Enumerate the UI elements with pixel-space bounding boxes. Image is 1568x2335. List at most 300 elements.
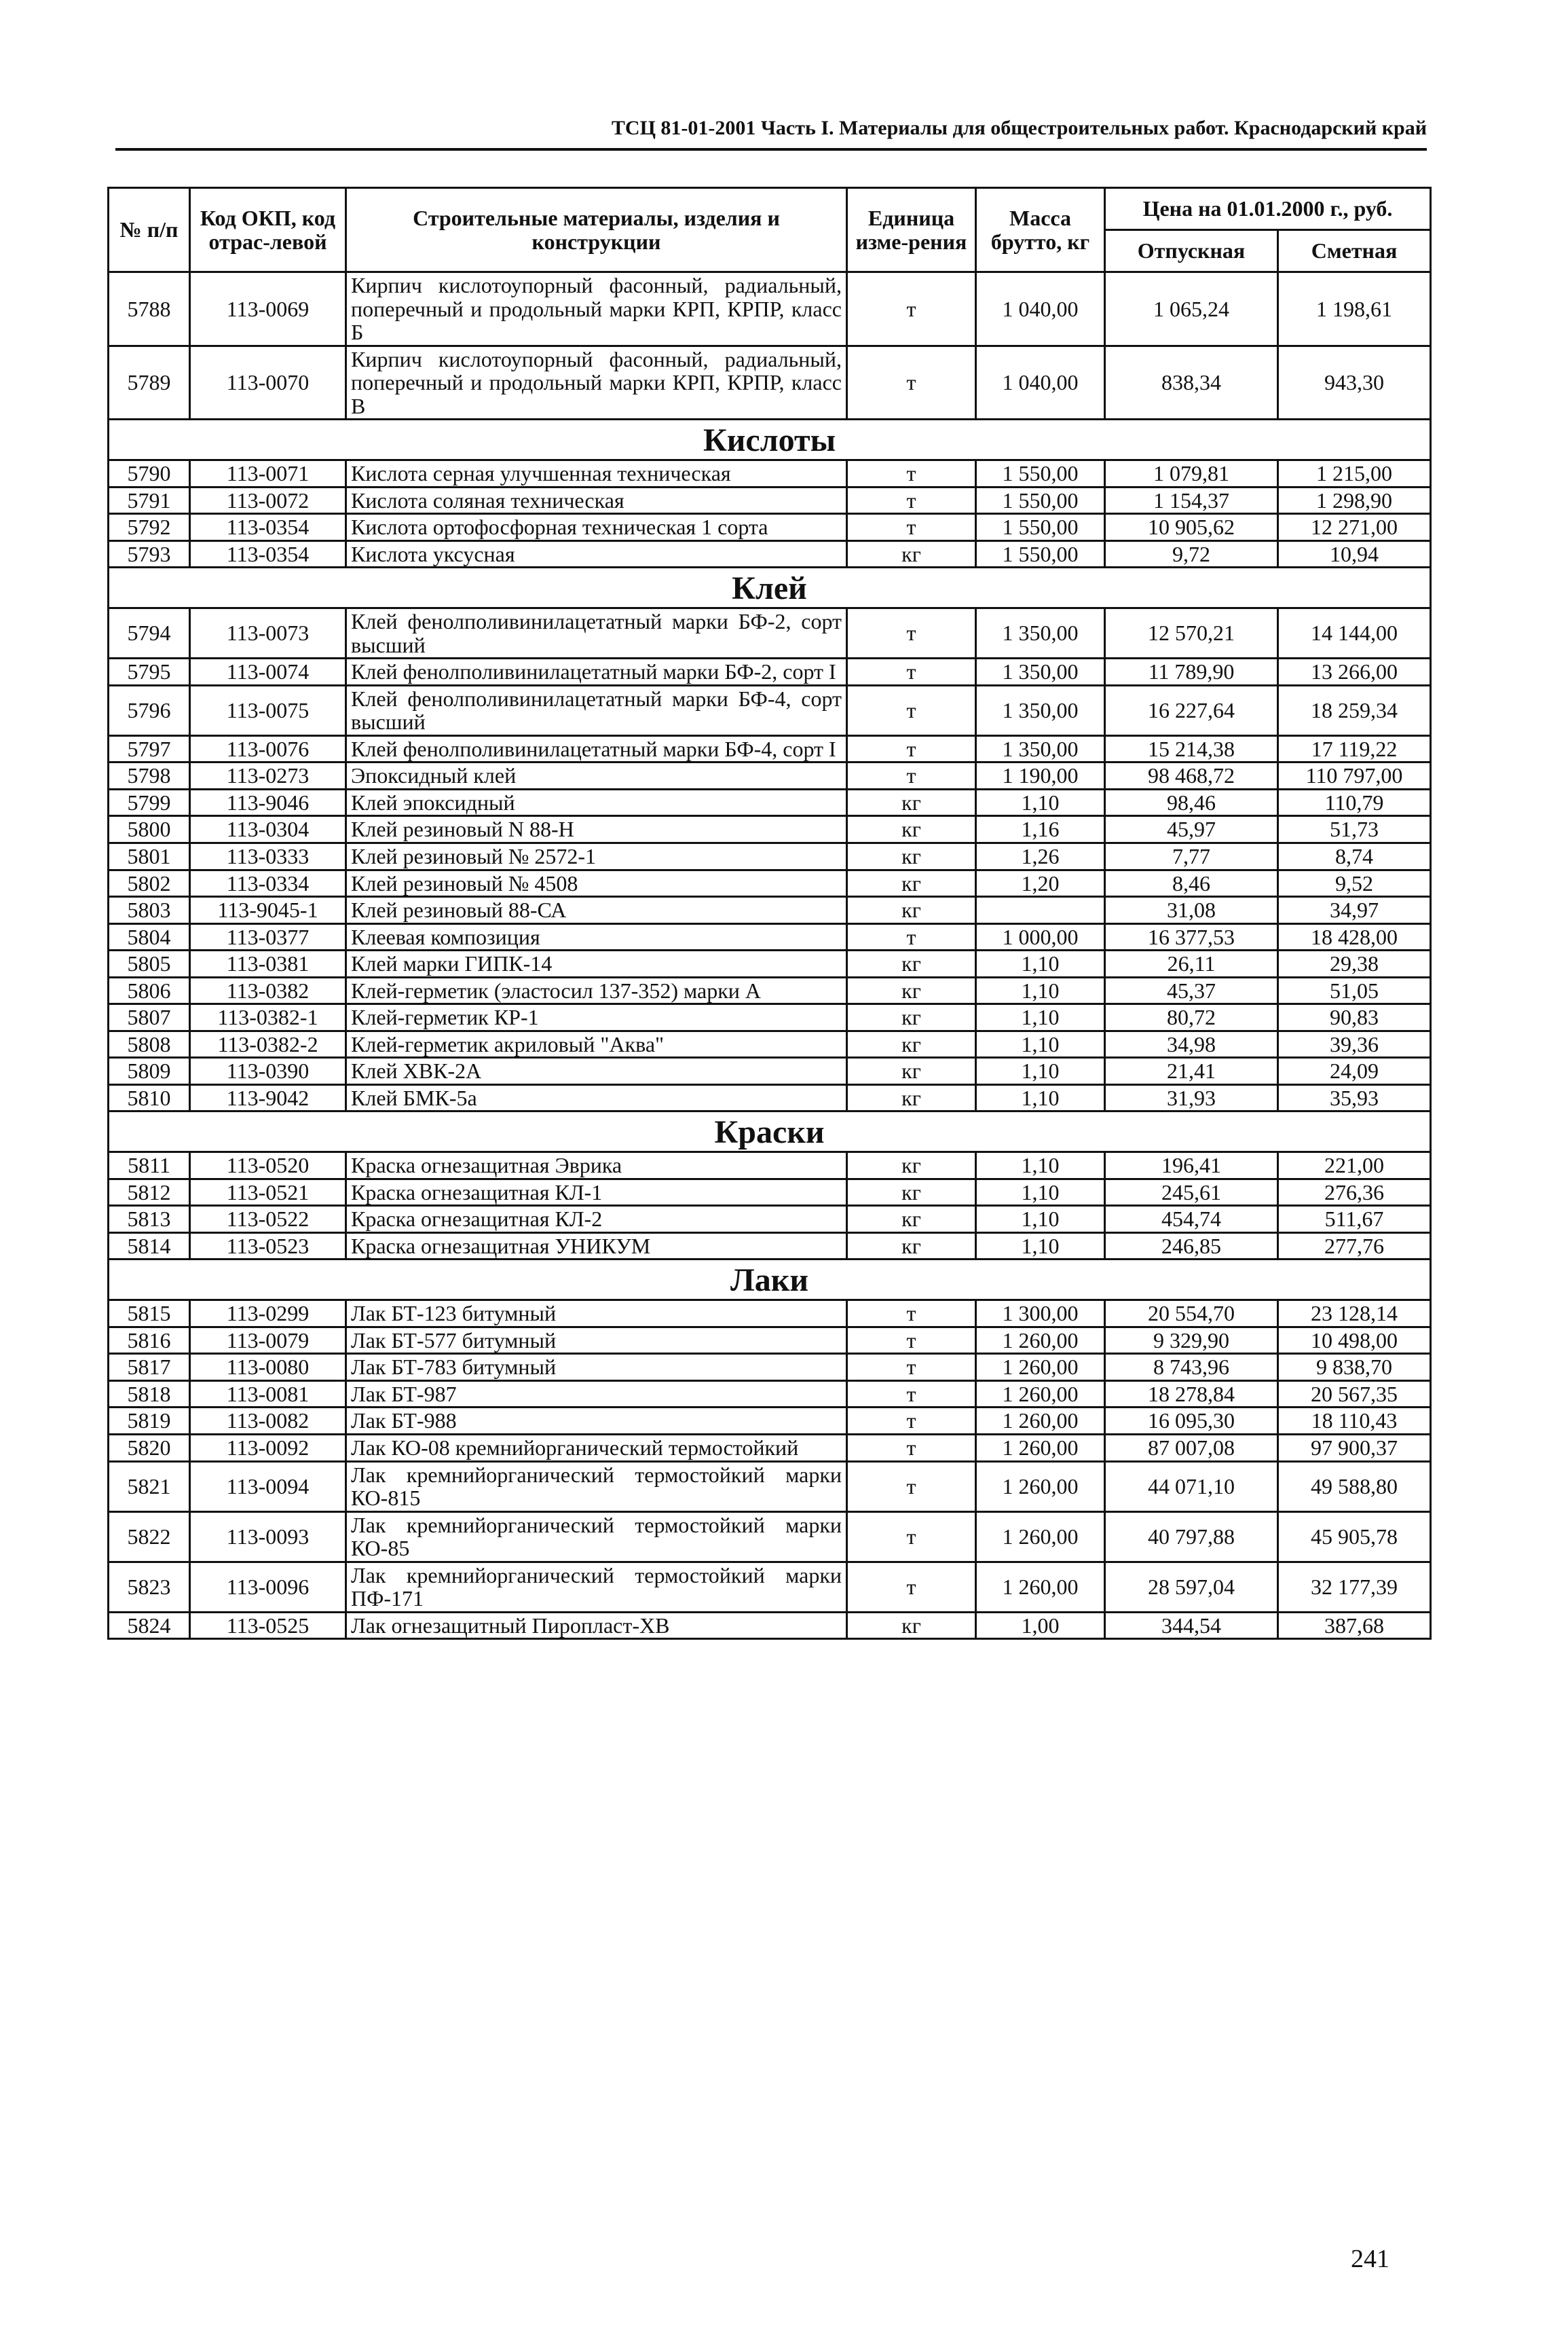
- table-row: [109, 1380, 1431, 1408]
- unit-of-measure: т: [847, 1300, 976, 1327]
- table-row: [109, 685, 1431, 735]
- row-number: 5798: [109, 762, 190, 790]
- release-price: 15 214,38: [1105, 735, 1278, 762]
- gross-mass: 1 260,00: [976, 1354, 1105, 1381]
- release-price: 45,97: [1105, 816, 1278, 843]
- table-row: [109, 1084, 1431, 1111]
- col-header-unit: Единица изме-рения: [847, 188, 976, 272]
- section-title: Краски: [109, 1111, 1431, 1152]
- material-name: Краска огнезащитная УНИКУМ: [346, 1232, 847, 1260]
- okp-code: 113-9042: [190, 1084, 346, 1111]
- estimate-price: 277,76: [1278, 1232, 1431, 1260]
- table-row: [109, 1612, 1431, 1639]
- release-price: 16 227,64: [1105, 685, 1278, 735]
- estimate-price: 10,94: [1278, 540, 1431, 568]
- estimate-price: 943,30: [1278, 346, 1431, 420]
- material-name: Лак БТ-123 битумный: [346, 1300, 847, 1327]
- row-number: 5812: [109, 1179, 190, 1206]
- row-number: 5796: [109, 685, 190, 735]
- table-row: [109, 789, 1431, 816]
- unit-of-measure: кг: [847, 1031, 976, 1058]
- unit-of-measure: кг: [847, 870, 976, 897]
- estimate-price: 110,79: [1278, 789, 1431, 816]
- table-row: [109, 514, 1431, 541]
- okp-code: 113-0092: [190, 1434, 346, 1461]
- table-row: [109, 1179, 1431, 1206]
- okp-code: 113-0522: [190, 1206, 346, 1233]
- unit-of-measure: т: [847, 1327, 976, 1354]
- unit-of-measure: т: [847, 1354, 976, 1381]
- okp-code: 113-0093: [190, 1511, 346, 1562]
- material-name: Клей БМК-5а: [346, 1084, 847, 1111]
- okp-code: 113-0094: [190, 1461, 346, 1511]
- estimate-price: 35,93: [1278, 1084, 1431, 1111]
- okp-code: 113-0073: [190, 608, 346, 659]
- material-name: Клеевая композиция: [346, 923, 847, 951]
- okp-code: 113-0334: [190, 870, 346, 897]
- release-price: 11 789,90: [1105, 659, 1278, 686]
- header-rule: [115, 148, 1427, 151]
- gross-mass: 1,10: [976, 1031, 1105, 1058]
- release-price: 45,37: [1105, 977, 1278, 1004]
- okp-code: 113-0354: [190, 540, 346, 568]
- table-body: [109, 272, 1431, 1639]
- material-name: Клей фенолполивинилацетатный марки БФ-4, сорт I: [346, 735, 847, 762]
- material-name: Кирпич кислотоупорный фасонный, радиальный, поперечный и продольный марки КРП, КРПР, класс Б: [346, 272, 847, 346]
- estimate-price: 32 177,39: [1278, 1562, 1431, 1612]
- release-price: 44 071,10: [1105, 1461, 1278, 1511]
- material-name: Лак БТ-988: [346, 1408, 847, 1435]
- okp-code: 113-0070: [190, 346, 346, 420]
- release-price: 10 905,62: [1105, 514, 1278, 541]
- okp-code: 113-0354: [190, 514, 346, 541]
- gross-mass: 1 260,00: [976, 1434, 1105, 1461]
- unit-of-measure: кг: [847, 1612, 976, 1639]
- unit-of-measure: кг: [847, 540, 976, 568]
- material-name: Кислота уксусная: [346, 540, 847, 568]
- material-name: Клей-герметик акриловый "Аква": [346, 1031, 847, 1058]
- row-number: 5801: [109, 843, 190, 870]
- section-row: [109, 1111, 1431, 1152]
- release-price: 9,72: [1105, 540, 1278, 568]
- table-row: [109, 816, 1431, 843]
- row-number: 5822: [109, 1511, 190, 1562]
- release-price: 1 079,81: [1105, 460, 1278, 488]
- col-header-price-estimate: Сметная: [1278, 230, 1431, 272]
- material-name: Клей-герметик КР-1: [346, 1004, 847, 1031]
- release-price: 245,61: [1105, 1179, 1278, 1206]
- unit-of-measure: кг: [847, 1084, 976, 1111]
- okp-code: 113-0523: [190, 1232, 346, 1260]
- estimate-price: 387,68: [1278, 1612, 1431, 1639]
- row-number: 5792: [109, 514, 190, 541]
- table-row: [109, 1354, 1431, 1381]
- material-name: Краска огнезащитная КЛ-1: [346, 1179, 847, 1206]
- table-row: [109, 1004, 1431, 1031]
- gross-mass: 1 190,00: [976, 762, 1105, 790]
- row-number: 5821: [109, 1461, 190, 1511]
- okp-code: 113-0382: [190, 977, 346, 1004]
- estimate-price: 9 838,70: [1278, 1354, 1431, 1381]
- material-name: Клей фенолполивинилацетатный марки БФ-4, сорт высший: [346, 685, 847, 735]
- release-price: 31,08: [1105, 897, 1278, 924]
- gross-mass: 1 550,00: [976, 514, 1105, 541]
- col-header-price-release: Отпускная: [1105, 230, 1278, 272]
- table-row: [109, 1232, 1431, 1260]
- release-price: 26,11: [1105, 951, 1278, 978]
- table-row: [109, 762, 1431, 790]
- gross-mass: 1 550,00: [976, 460, 1105, 488]
- gross-mass: 1 300,00: [976, 1300, 1105, 1327]
- table-row: [109, 1058, 1431, 1085]
- estimate-price: 1 215,00: [1278, 460, 1431, 488]
- estimate-price: 17 119,22: [1278, 735, 1431, 762]
- okp-code: 113-0299: [190, 1300, 346, 1327]
- estimate-price: 8,74: [1278, 843, 1431, 870]
- section-row: [109, 420, 1431, 460]
- okp-code: 113-0381: [190, 951, 346, 978]
- unit-of-measure: кг: [847, 897, 976, 924]
- table-header: [109, 188, 1431, 272]
- unit-of-measure: кг: [847, 789, 976, 816]
- estimate-price: 24,09: [1278, 1058, 1431, 1085]
- unit-of-measure: т: [847, 1408, 976, 1435]
- price-table: [107, 187, 1432, 1640]
- row-number: 5817: [109, 1354, 190, 1381]
- estimate-price: 45 905,78: [1278, 1511, 1431, 1562]
- gross-mass: 1 260,00: [976, 1461, 1105, 1511]
- okp-code: 113-0273: [190, 762, 346, 790]
- okp-code: 113-0075: [190, 685, 346, 735]
- col-header-name: Строительные материалы, изделия и конструкции: [346, 188, 847, 272]
- material-name: Кислота соляная техническая: [346, 487, 847, 514]
- material-name: Клей марки ГИПК-14: [346, 951, 847, 978]
- material-name: Лак БТ-987: [346, 1380, 847, 1408]
- unit-of-measure: т: [847, 460, 976, 488]
- release-price: 28 597,04: [1105, 1562, 1278, 1612]
- estimate-price: 97 900,37: [1278, 1434, 1431, 1461]
- release-price: 18 278,84: [1105, 1380, 1278, 1408]
- okp-code: 113-0382-1: [190, 1004, 346, 1031]
- release-price: 246,85: [1105, 1232, 1278, 1260]
- gross-mass: 1,10: [976, 977, 1105, 1004]
- release-price: 80,72: [1105, 1004, 1278, 1031]
- estimate-price: 20 567,35: [1278, 1380, 1431, 1408]
- row-number: 5813: [109, 1206, 190, 1233]
- material-name: Лак КО-08 кремнийорганический термостойкий: [346, 1434, 847, 1461]
- estimate-price: 14 144,00: [1278, 608, 1431, 659]
- okp-code: 113-0333: [190, 843, 346, 870]
- estimate-price: 49 588,80: [1278, 1461, 1431, 1511]
- unit-of-measure: т: [847, 487, 976, 514]
- row-number: 5794: [109, 608, 190, 659]
- table-row: [109, 1031, 1431, 1058]
- unit-of-measure: кг: [847, 1206, 976, 1233]
- section-row: [109, 1260, 1431, 1300]
- section-row: [109, 568, 1431, 608]
- estimate-price: 511,67: [1278, 1206, 1431, 1233]
- release-price: 34,98: [1105, 1031, 1278, 1058]
- material-name: Краска огнезащитная КЛ-2: [346, 1206, 847, 1233]
- release-price: 196,41: [1105, 1152, 1278, 1179]
- material-name: Кислота серная улучшенная техническая: [346, 460, 847, 488]
- gross-mass: 1,10: [976, 1004, 1105, 1031]
- estimate-price: 34,97: [1278, 897, 1431, 924]
- row-number: 5811: [109, 1152, 190, 1179]
- material-name: Эпоксидный клей: [346, 762, 847, 790]
- unit-of-measure: т: [847, 1562, 976, 1612]
- col-header-mass: Масса брутто, кг: [976, 188, 1105, 272]
- okp-code: 113-0080: [190, 1354, 346, 1381]
- gross-mass: 1,10: [976, 1152, 1105, 1179]
- table-row: [109, 923, 1431, 951]
- table-row: [109, 1511, 1431, 1562]
- table-row: [109, 897, 1431, 924]
- row-number: 5808: [109, 1031, 190, 1058]
- estimate-price: 18 110,43: [1278, 1408, 1431, 1435]
- material-name: Клей ХВК-2А: [346, 1058, 847, 1085]
- material-name: Кислота ортофосфорная техническая 1 сорта: [346, 514, 847, 541]
- release-price: 8,46: [1105, 870, 1278, 897]
- okp-code: 113-0074: [190, 659, 346, 686]
- material-name: Лак кремнийорганический термостойкий марки КО-815: [346, 1461, 847, 1511]
- table-row: [109, 608, 1431, 659]
- row-number: 5806: [109, 977, 190, 1004]
- unit-of-measure: т: [847, 346, 976, 420]
- gross-mass: 1 260,00: [976, 1511, 1105, 1562]
- table-row: [109, 1300, 1431, 1327]
- unit-of-measure: т: [847, 1461, 976, 1511]
- unit-of-measure: т: [847, 735, 976, 762]
- estimate-price: 12 271,00: [1278, 514, 1431, 541]
- gross-mass: 1,10: [976, 951, 1105, 978]
- gross-mass: 1 040,00: [976, 346, 1105, 420]
- section-title: Лаки: [109, 1260, 1431, 1300]
- row-number: 5810: [109, 1084, 190, 1111]
- okp-code: 113-0521: [190, 1179, 346, 1206]
- table-row: [109, 659, 1431, 686]
- row-number: 5791: [109, 487, 190, 514]
- gross-mass: 1 550,00: [976, 487, 1105, 514]
- release-price: 21,41: [1105, 1058, 1278, 1085]
- gross-mass: 1 260,00: [976, 1562, 1105, 1612]
- estimate-price: 51,05: [1278, 977, 1431, 1004]
- table-row: [109, 487, 1431, 514]
- okp-code: 113-0081: [190, 1380, 346, 1408]
- unit-of-measure: кг: [847, 977, 976, 1004]
- estimate-price: 18 259,34: [1278, 685, 1431, 735]
- gross-mass: 1 260,00: [976, 1327, 1105, 1354]
- okp-code: 113-0304: [190, 816, 346, 843]
- okp-code: 113-0377: [190, 923, 346, 951]
- okp-code: 113-0071: [190, 460, 346, 488]
- material-name: Клей-герметик (эластосил 137-352) марки А: [346, 977, 847, 1004]
- okp-code: 113-0069: [190, 272, 346, 346]
- gross-mass: 1 350,00: [976, 685, 1105, 735]
- table-row: [109, 951, 1431, 978]
- row-number: 5818: [109, 1380, 190, 1408]
- estimate-price: 110 797,00: [1278, 762, 1431, 790]
- release-price: 98,46: [1105, 789, 1278, 816]
- table-row: [109, 1327, 1431, 1354]
- release-price: 12 570,21: [1105, 608, 1278, 659]
- material-name: Клей резиновый № 4508: [346, 870, 847, 897]
- row-number: 5788: [109, 272, 190, 346]
- material-name: Клей резиновый N 88-Н: [346, 816, 847, 843]
- gross-mass: 1,16: [976, 816, 1105, 843]
- row-number: 5823: [109, 1562, 190, 1612]
- unit-of-measure: кг: [847, 1004, 976, 1031]
- okp-code: 113-9046: [190, 789, 346, 816]
- gross-mass: 1 000,00: [976, 923, 1105, 951]
- row-number: 5789: [109, 346, 190, 420]
- estimate-price: 1 198,61: [1278, 272, 1431, 346]
- row-number: 5820: [109, 1434, 190, 1461]
- col-header-num: № п/п: [109, 188, 190, 272]
- table-row: [109, 346, 1431, 420]
- row-number: 5816: [109, 1327, 190, 1354]
- table-row: [109, 1434, 1431, 1461]
- estimate-price: 276,36: [1278, 1179, 1431, 1206]
- unit-of-measure: т: [847, 608, 976, 659]
- release-price: 1 154,37: [1105, 487, 1278, 514]
- unit-of-measure: т: [847, 923, 976, 951]
- table-row: [109, 843, 1431, 870]
- gross-mass: 1,10: [976, 1232, 1105, 1260]
- release-price: 31,93: [1105, 1084, 1278, 1111]
- material-name: Клей фенолполивинилацетатный марки БФ-2, сорт высший: [346, 608, 847, 659]
- col-header-code: Код ОКП, код отрас-левой: [190, 188, 346, 272]
- material-name: Лак БТ-783 битумный: [346, 1354, 847, 1381]
- okp-code: 113-0079: [190, 1327, 346, 1354]
- okp-code: 113-0382-2: [190, 1031, 346, 1058]
- estimate-price: 13 266,00: [1278, 659, 1431, 686]
- release-price: 87 007,08: [1105, 1434, 1278, 1461]
- unit-of-measure: т: [847, 762, 976, 790]
- material-name: Лак кремнийорганический термостойкий марки КО-85: [346, 1511, 847, 1562]
- row-number: 5814: [109, 1232, 190, 1260]
- gross-mass: 1,10: [976, 1058, 1105, 1085]
- row-number: 5800: [109, 816, 190, 843]
- unit-of-measure: кг: [847, 1179, 976, 1206]
- unit-of-measure: кг: [847, 1152, 976, 1179]
- table-row: [109, 1408, 1431, 1435]
- release-price: 344,54: [1105, 1612, 1278, 1639]
- row-number: 5799: [109, 789, 190, 816]
- row-number: 5815: [109, 1300, 190, 1327]
- row-number: 5795: [109, 659, 190, 686]
- col-header-price-group: Цена на 01.01.2000 г., руб.: [1105, 188, 1431, 230]
- okp-code: 113-0525: [190, 1612, 346, 1639]
- material-name: Лак БТ-577 битумный: [346, 1327, 847, 1354]
- row-number: 5793: [109, 540, 190, 568]
- material-name: Лак кремнийорганический термостойкий марки ПФ-171: [346, 1562, 847, 1612]
- estimate-price: 221,00: [1278, 1152, 1431, 1179]
- gross-mass: 1 260,00: [976, 1408, 1105, 1435]
- estimate-price: 51,73: [1278, 816, 1431, 843]
- row-number: 5807: [109, 1004, 190, 1031]
- row-number: 5802: [109, 870, 190, 897]
- table-row: [109, 1206, 1431, 1233]
- estimate-price: 29,38: [1278, 951, 1431, 978]
- row-number: 5790: [109, 460, 190, 488]
- estimate-price: 10 498,00: [1278, 1327, 1431, 1354]
- table-row: [109, 1562, 1431, 1612]
- okp-code: 113-0072: [190, 487, 346, 514]
- estimate-price: 1 298,90: [1278, 487, 1431, 514]
- row-number: 5824: [109, 1612, 190, 1639]
- row-number: 5819: [109, 1408, 190, 1435]
- row-number: 5797: [109, 735, 190, 762]
- table-row: [109, 460, 1431, 488]
- release-price: 7,77: [1105, 843, 1278, 870]
- gross-mass: 1,10: [976, 1084, 1105, 1111]
- okp-code: 113-0520: [190, 1152, 346, 1179]
- material-name: Краска огнезащитная Эврика: [346, 1152, 847, 1179]
- table-row: [109, 1152, 1431, 1179]
- unit-of-measure: т: [847, 1511, 976, 1562]
- section-title: Клей: [109, 568, 1431, 608]
- estimate-price: 90,83: [1278, 1004, 1431, 1031]
- unit-of-measure: кг: [847, 843, 976, 870]
- okp-code: 113-0096: [190, 1562, 346, 1612]
- estimate-price: 9,52: [1278, 870, 1431, 897]
- gross-mass: 1 260,00: [976, 1380, 1105, 1408]
- table-row: [109, 540, 1431, 568]
- unit-of-measure: кг: [847, 951, 976, 978]
- gross-mass: 1 040,00: [976, 272, 1105, 346]
- okp-code: 113-0082: [190, 1408, 346, 1435]
- unit-of-measure: т: [847, 272, 976, 346]
- unit-of-measure: т: [847, 1434, 976, 1461]
- release-price: 98 468,72: [1105, 762, 1278, 790]
- release-price: 16 377,53: [1105, 923, 1278, 951]
- material-name: Клей резиновый 88-СА: [346, 897, 847, 924]
- estimate-price: 23 128,14: [1278, 1300, 1431, 1327]
- unit-of-measure: кг: [847, 1058, 976, 1085]
- release-price: 16 095,30: [1105, 1408, 1278, 1435]
- release-price: 40 797,88: [1105, 1511, 1278, 1562]
- unit-of-measure: т: [847, 659, 976, 686]
- gross-mass: 1,20: [976, 870, 1105, 897]
- estimate-price: 39,36: [1278, 1031, 1431, 1058]
- gross-mass: 1,00: [976, 1612, 1105, 1639]
- unit-of-measure: кг: [847, 816, 976, 843]
- gross-mass: 1 350,00: [976, 735, 1105, 762]
- material-name: Кирпич кислотоупорный фасонный, радиальный, поперечный и продольный марки КРП, КРПР, класс В: [346, 346, 847, 420]
- unit-of-measure: т: [847, 685, 976, 735]
- gross-mass: 1,10: [976, 1206, 1105, 1233]
- table-row: [109, 977, 1431, 1004]
- okp-code: 113-9045-1: [190, 897, 346, 924]
- table-row: [109, 870, 1431, 897]
- row-number: 5805: [109, 951, 190, 978]
- gross-mass: 1,10: [976, 1179, 1105, 1206]
- gross-mass: 1 350,00: [976, 608, 1105, 659]
- release-price: 1 065,24: [1105, 272, 1278, 346]
- release-price: 8 743,96: [1105, 1354, 1278, 1381]
- gross-mass: 1 550,00: [976, 540, 1105, 568]
- gross-mass: 1,10: [976, 789, 1105, 816]
- table-row: [109, 1461, 1431, 1511]
- row-number: 5809: [109, 1058, 190, 1085]
- okp-code: 113-0076: [190, 735, 346, 762]
- unit-of-measure: т: [847, 514, 976, 541]
- row-number: 5804: [109, 923, 190, 951]
- material-name: Клей резиновый № 2572-1: [346, 843, 847, 870]
- table-row: [109, 735, 1431, 762]
- release-price: 454,74: [1105, 1206, 1278, 1233]
